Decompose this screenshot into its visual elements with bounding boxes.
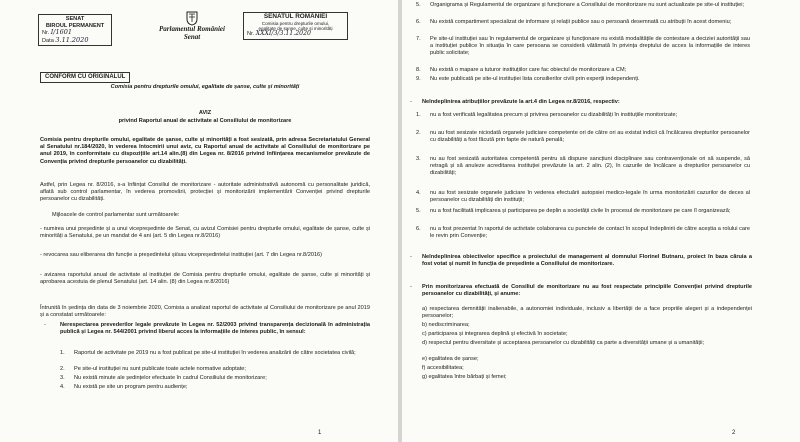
bullet-dash: - bbox=[44, 322, 46, 328]
list-number: 3. bbox=[416, 156, 421, 162]
conform-stamp: CONFORM CU ORIGINALUL bbox=[40, 72, 130, 83]
meeting-paragraph: Întrunită în ședința din data de 3 noiembrie 2020, Comisia a analizat raportul de activitate al Consiliului de monitorizare pe anul 2019 și a constatat următoarele: bbox=[40, 305, 370, 319]
list-item: Nu există compartiment specializat de informare și relații publice sau o persoană desemnată cu atribuții în acest domeniu; bbox=[430, 19, 732, 25]
list-item: nu au fost sesizată autoritatea competentă pentru să dispune sancțiuni disciplinare sau contravenționale ori să suspende, să retragă și să anuleze acreditarea instituției prevăzute la art. 2 alin. (2), în cazurile de încălcare a drepturilor persoanelor cu dizabilități; bbox=[430, 156, 750, 177]
list-item: Nu există pe site un program pentru audiențe; bbox=[74, 384, 188, 390]
stamp-line: Comisia pentru drepturile omului, bbox=[261, 20, 330, 26]
list-item: Nu este publicată pe site-ul instituției lista consilierilor civili prin experții independenți. bbox=[430, 76, 640, 82]
list-number: 5. bbox=[416, 208, 421, 214]
list-item: g) egalitatea între bărbați și femei; bbox=[422, 374, 507, 380]
stamp-date-label: Data bbox=[42, 37, 56, 44]
list-number: 4. bbox=[60, 384, 65, 390]
control-bullet-2: - revocarea sau eliberarea din funcție a președintelui și/sau vicepreședintelui instituției (art. 7 din Legea nr.8/2016) bbox=[40, 252, 323, 258]
stamp-nr-label: Nr. bbox=[247, 31, 256, 38]
stamp-date-row bbox=[42, 37, 108, 45]
bullet-dash: - bbox=[410, 284, 412, 290]
list-item: Pe site-ul instituției nu sunt publicate toate actele normative adoptate; bbox=[74, 366, 246, 372]
list-item: Organigrama și Regulamentul de organizare și funcționare a Consiliului de monitorizare nu sunt actualizate pe site-ul instituției; bbox=[430, 2, 745, 8]
list-item: d) respectul pentru diversitate și acceptarea persoanelor cu dizabilități ca parte a diversității umane și a umanității; bbox=[422, 340, 705, 346]
coat-of-arms-icon bbox=[185, 10, 199, 26]
parliament-heading: Parlamentul României bbox=[159, 25, 225, 33]
bullet-dash: - bbox=[410, 254, 412, 260]
list-item: nu a fost facilitată implicarea și participarea pe deplin a societății civile în procesul de monitorizare pe care îl organizează; bbox=[430, 208, 731, 214]
finding-principles: Prin monitorizarea efectuată de Consiliul de monitorizare nu au fost respectate principiile Convenției privind drepturile persoanelor cu dizabilități, și anume: bbox=[422, 284, 752, 298]
list-number: 2. bbox=[416, 130, 421, 136]
registration-stamp-right bbox=[243, 12, 348, 40]
list-item: Nu există o mapare a tuturor instituțiilor care fac obiectul de monitorizare a CM; bbox=[430, 67, 627, 73]
list-number: 1. bbox=[60, 350, 65, 356]
list-number: 9. bbox=[416, 76, 421, 82]
page-2 bbox=[402, 0, 800, 442]
list-item: Pe site-ul instituției sau în regulamentul de organizare și funcționare nu există modalitățile de contestare a deciziei autorității sau a instituției publice în situația în care persoana se consideră vătămată în privința dreptului de acces la informațiile de interes public solicitate; bbox=[430, 36, 750, 57]
list-number: 4. bbox=[416, 190, 421, 196]
stamp-line: BIROUL PERMANENT bbox=[45, 22, 105, 29]
list-item: f) accesibilitatea; bbox=[422, 365, 464, 371]
list-item: b) nediscriminarea; bbox=[422, 322, 470, 328]
stamp-date-value: 3.11.2020 bbox=[55, 35, 89, 44]
establishment-paragraph: Astfel, prin Legea nr. 8/2016, s-a înființat Consiliul de monitorizare - autoritate administrativă autonomă cu personalitate juridică, aflată sub control parlamentar, în vederea promovării, protecției și monitorizării implementării Convenției privind drepturile persoanelor cu dizabilități. bbox=[40, 182, 370, 203]
registration-stamp-left bbox=[38, 14, 112, 46]
list-item: Raportul de activitate pe 2019 nu a fost publicat pe site-ul instituției în vederea analizării de către societatea civilă; bbox=[74, 350, 356, 356]
means-heading: Mijloacele de control parlamentar sunt următoarele: bbox=[52, 212, 180, 218]
list-number: 6. bbox=[416, 226, 421, 232]
senate-heading: Senat bbox=[183, 33, 201, 41]
list-item: nu a fost prezentat în raportul de activitate colaborarea cu punctele de contact în scopul îndeplinirii de către aceștia a rolului care le revin prin Convenție; bbox=[430, 226, 750, 240]
list-number: 2. bbox=[60, 366, 65, 372]
list-item: nu au fost sesizate organele judiciare în vederea efectuării autopsiei medico-legale în urma monitorizării cazurilor de deces al persoanelor cu dizabilități din instituții; bbox=[430, 190, 750, 204]
intro-paragraph: Comisia pentru drepturile omului, egalitate de șanse, culte și minorități a fost sesizată, prin adresa Secretariatului General al Senatului nr.184/2020, în vederea întocmirii unui aviz, cu Raportul anual de activitate al Consiliului de monitorizare pe anul 2019, în conformitate cu dispozițiile art.14 alin.(8) din Legea nr. 8/2016 privind înființarea mecanismelor prevăzute de Convenția privind drepturile persoanelor cu dizabilități. bbox=[40, 137, 370, 165]
page-1 bbox=[0, 0, 398, 442]
stamp-nr-row bbox=[247, 31, 344, 38]
finding-transparency: Nerespectarea prevederilor legale prevăzute în Legea nr. 52/2003 privind transparența decizională în administrația publică și Legea nr. 544/2001 privind liberul acces la informațiile de interes public, în sensul: bbox=[60, 322, 370, 336]
bullet-dash: - bbox=[410, 99, 412, 105]
list-item: nu a fost verificată legalitatea precum și privirea persoanelor cu dizabilități în instituțiile monitorizate; bbox=[430, 112, 678, 118]
finding-attributions: Neîndeplinirea atribuțiilor prevăzute la art.4 din Legea nr.8/2016, respectiv: bbox=[422, 99, 620, 105]
stamp-line: SENAT bbox=[65, 16, 85, 22]
page-number: 2 bbox=[732, 430, 736, 436]
list-number: 3. bbox=[60, 375, 65, 381]
list-item: a) respectarea demnității inalienabile, a autonomiei individuale, inclusiv a libertății de a face propriile alegeri și a independenței persoanelor; bbox=[422, 306, 752, 320]
stamp-nr-label: Nr. bbox=[42, 30, 51, 37]
aviz-subtitle: privind Raportul anual de activitate al Consiliului de monitorizare bbox=[118, 118, 292, 124]
page-number: 1 bbox=[318, 430, 322, 436]
list-number: 8. bbox=[416, 67, 421, 73]
aviz-title: AVIZ bbox=[198, 110, 212, 116]
stamp-nr-value: XXXI/3/3.11.2020 bbox=[255, 30, 311, 38]
commission-title: Comisia pentru drepturile omului, egalitate de șanse, culte și minorități bbox=[110, 84, 300, 90]
stamp-nr-value: I/1601 bbox=[50, 28, 73, 37]
list-item: nu au fost sesizate niciodată organele judiciare competente ori de către ori au existat indicii că încălcarea drepturilor persoanelor cu dizabilități a fost făcută prin fapte de natură penală; bbox=[430, 130, 750, 144]
control-bullet-1: - numirea unui președinte și a unui vicepreședinte de Senat, cu avizul Comisiei pentru drepturile omului, egalitate de șanse, culte și minorități a Senatului, pe un mandat de 4 ani (art. 5 din Legea nr.8/2016) bbox=[40, 226, 370, 240]
list-item: c) participarea și integrarea deplină și efectivă în societate; bbox=[422, 331, 568, 337]
list-item: Nu există minute ale ședințelor efectuate în cadrul Consiliului de monitorizare; bbox=[74, 375, 267, 381]
list-item: e) egalitatea de șanse; bbox=[422, 356, 479, 362]
finding-management-project: Neîndeplinirea obiectivelor specifice a proiectului de management al domnului Florinel Butnaru, proiect în baza căruia a fost votat și numit în funcția de președinte a Consiliului de monitorizare. bbox=[422, 254, 752, 268]
stamp-line: SENATUL ROMÂNIEI bbox=[263, 13, 328, 20]
stamp-line: egalitate de șanse, culte și minorități bbox=[258, 26, 333, 31]
list-number: 1. bbox=[416, 112, 421, 118]
list-number: 6. bbox=[416, 19, 421, 25]
list-number: 5. bbox=[416, 2, 421, 8]
control-bullet-3: - avizarea raportului anual de activitate al instituției de Comisia pentru drepturile omului, egalitate de șanse, culte și minorități și aprobarea acestuia de plenul Senatului (art. 14 alin. (8) din Legea nr.8/2016) bbox=[40, 272, 370, 286]
list-number: 7. bbox=[416, 36, 421, 42]
